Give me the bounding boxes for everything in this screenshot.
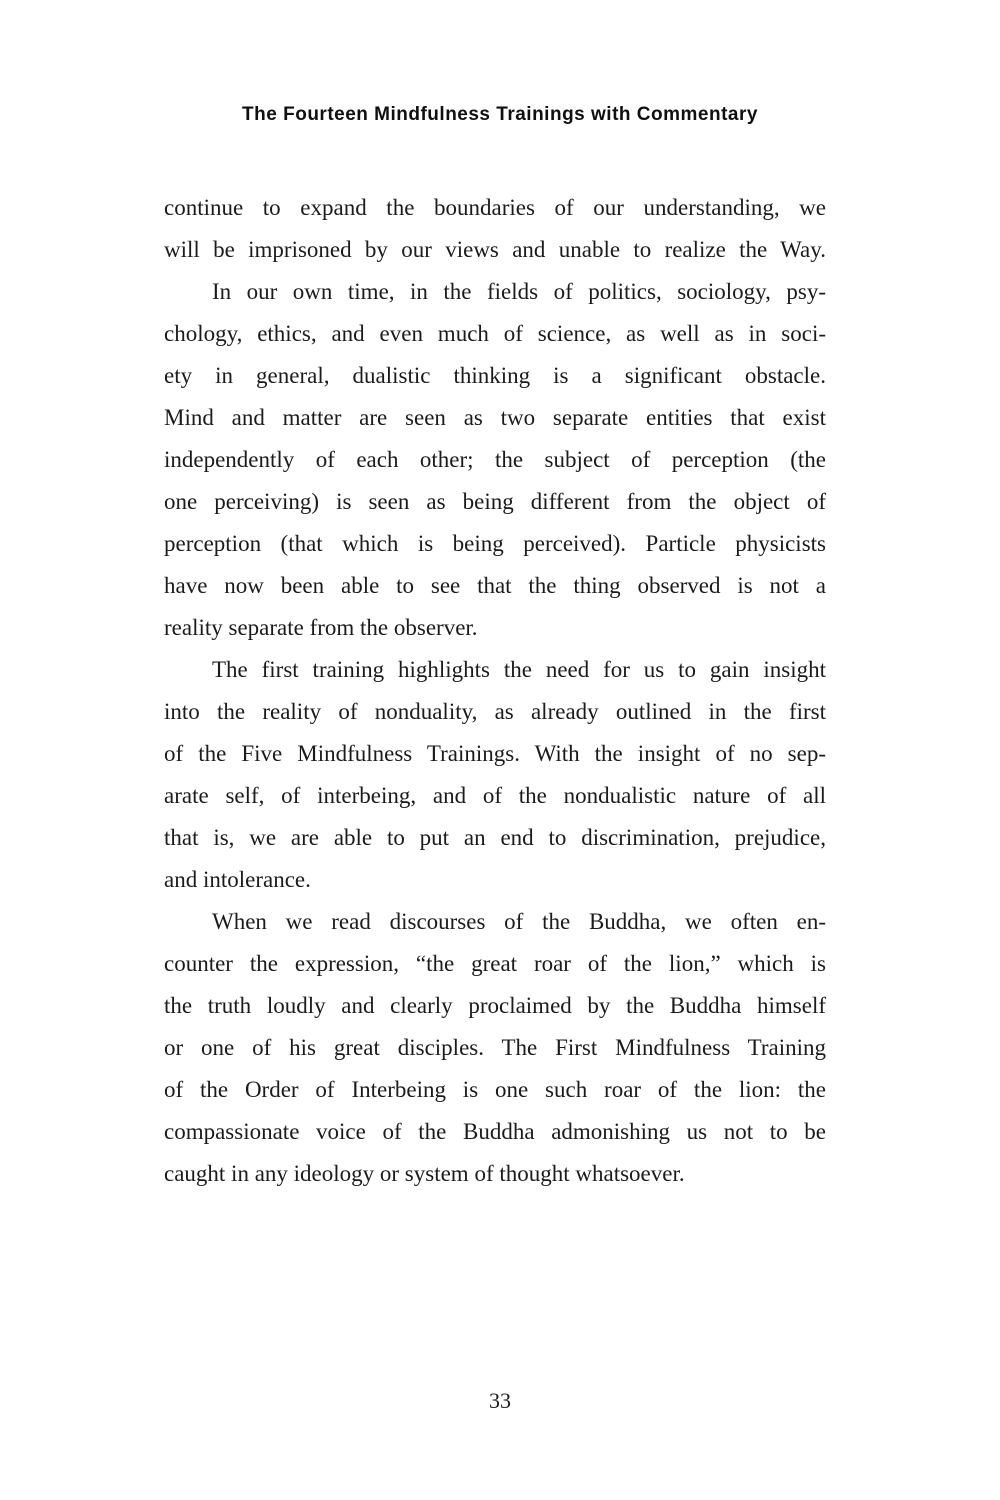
text-line: perception (that which is being perceived). Particle physicists [164, 531, 826, 556]
paragraph [164, 271, 826, 649]
paragraph [164, 649, 826, 901]
page-number: 33 [489, 1388, 511, 1413]
text-line: or one of his great disciples. The First Mindfulness Training [164, 1035, 826, 1060]
text-line: of the Order of Interbeing is one such roar of the lion: the [164, 1077, 826, 1102]
text-line: counter the expression, “the great roar of the lion,” which is [164, 951, 826, 976]
text-line: will be imprisoned by our views and unable to realize the Way. [164, 237, 826, 262]
text-line: that is, we are able to put an end to discrimination, prejudice, [164, 825, 826, 850]
text-line: chology, ethics, and even much of science, as well as in soci- [164, 321, 826, 346]
text-line: In our own time, in the fields of politics, sociology, psy- [212, 279, 826, 304]
text-line: and intolerance. [164, 867, 311, 892]
body-text [164, 187, 826, 1195]
text-line: of the Five Mindfulness Trainings. With the insight of no sep- [164, 741, 826, 766]
text-line: ety in general, dualistic thinking is a significant obstacle. [164, 363, 826, 388]
text-line: the truth loudly and clearly proclaimed by the Buddha himself [164, 993, 826, 1018]
running-header: The Fourteen Mindfulness Trainings with Commentary [242, 104, 758, 125]
paragraph [164, 187, 826, 271]
text-line: arate self, of interbeing, and of the nondualistic nature of all [164, 783, 826, 808]
text-line: Mind and matter are seen as two separate entities that exist [164, 405, 826, 430]
text-line: compassionate voice of the Buddha admonishing us not to be [164, 1119, 826, 1144]
text-line: continue to expand the boundaries of our understanding, we [164, 195, 826, 220]
text-line: The first training highlights the need for us to gain insight [212, 657, 826, 682]
text-line: independently of each other; the subject of perception (the [164, 447, 826, 472]
text-line: reality separate from the observer. [164, 615, 478, 640]
text-line: When we read discourses of the Buddha, we often en- [212, 909, 826, 934]
text-line: caught in any ideology or system of thought whatsoever. [164, 1161, 685, 1186]
text-line: have now been able to see that the thing observed is not a [164, 573, 826, 598]
paragraph [164, 901, 826, 1195]
text-line: one perceiving) is seen as being different from the object of [164, 489, 826, 514]
text-line: into the reality of nonduality, as already outlined in the first [164, 699, 826, 724]
